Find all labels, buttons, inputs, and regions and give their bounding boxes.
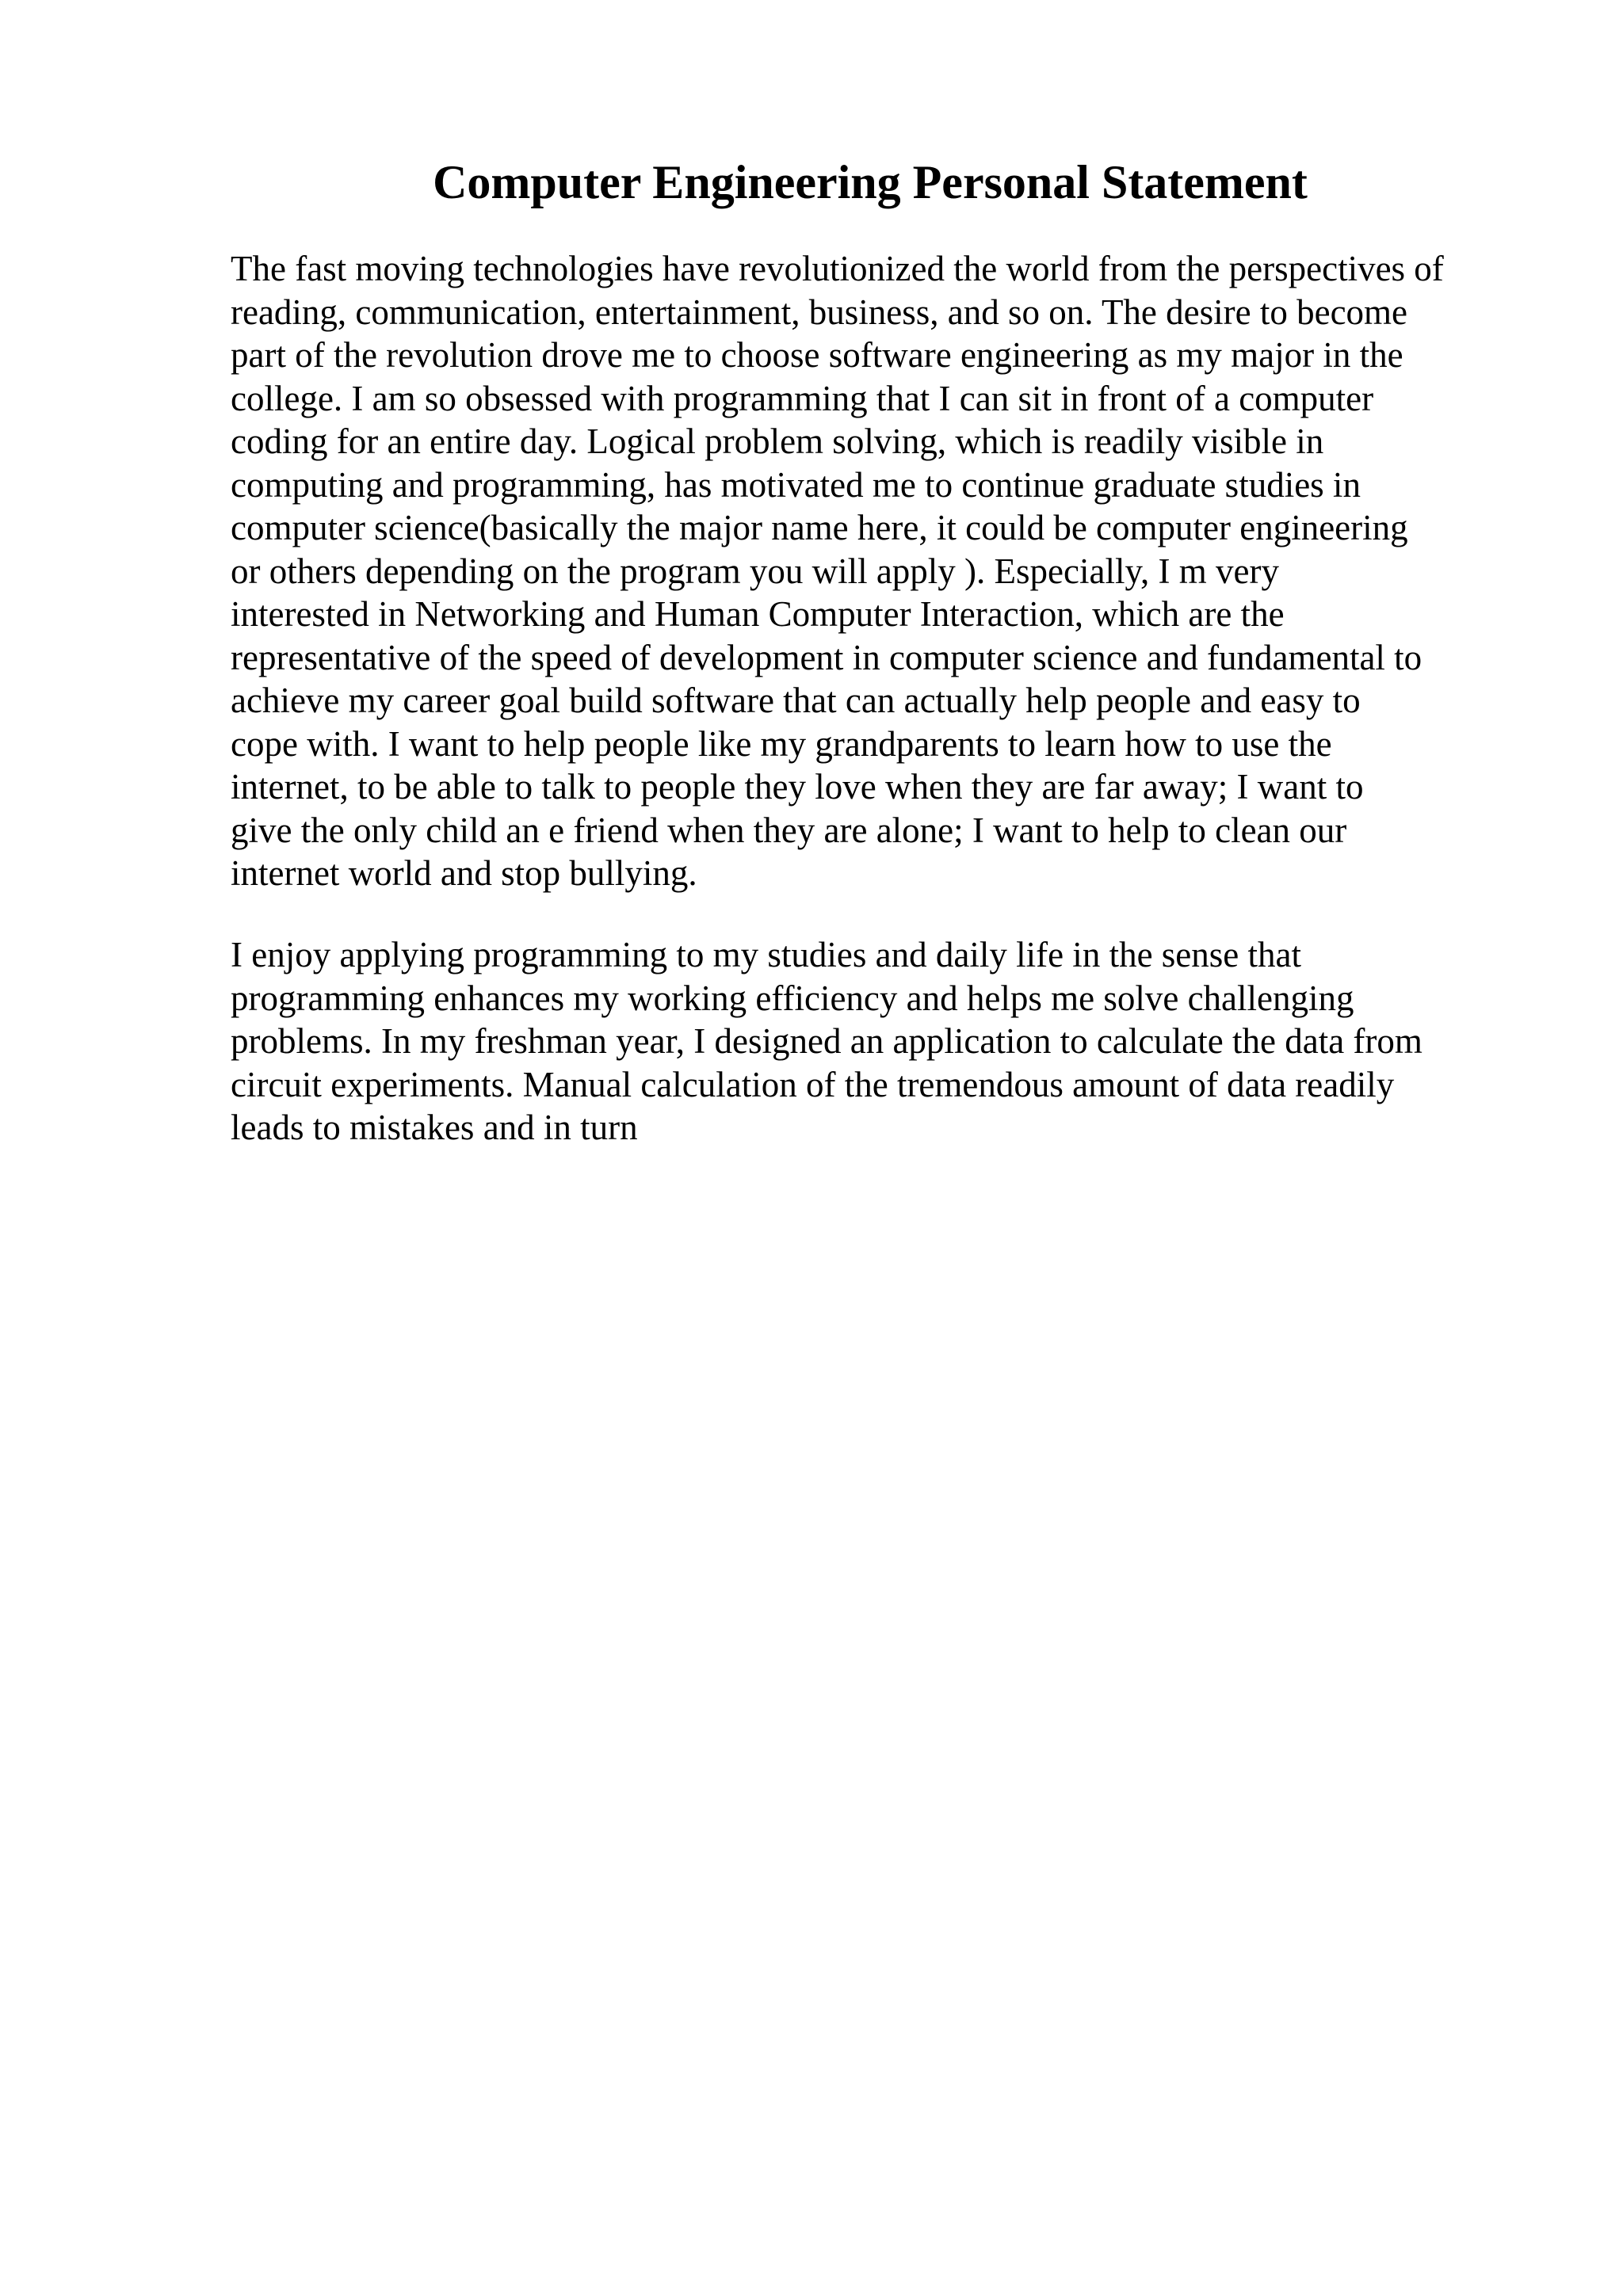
paragraph-line: college. I am so obsessed with programming that I can sit in front of a computer (231, 378, 1374, 418)
paragraph-line: coding for an entire day. Logical problem solving, which is readily visible in (231, 421, 1324, 461)
document-title: Computer Engineering Personal Statement (433, 156, 1308, 208)
paragraph-line: I enjoy applying programming to my studies and daily life in the sense that (231, 935, 1301, 974)
paragraph-line: give the only child an e friend when they are alone; I want to help to clean our (231, 810, 1347, 850)
paragraph-1 (231, 247, 1514, 895)
paragraph-line: achieve my career goal build software that can actually help people and easy to (231, 681, 1361, 720)
paragraph-line: reading, communication, entertainment, business, and so on. The desire to become (231, 292, 1408, 332)
paragraph-line: problems. In my freshman year, I designed an application to calculate the data from (231, 1021, 1423, 1061)
paragraph-line: internet, to be able to talk to people they love when they are far away; I want to (231, 767, 1364, 807)
paragraph-2 (231, 933, 1514, 1150)
paragraph-line: part of the revolution drove me to choose software engineering as my major in the (231, 335, 1403, 375)
paragraph-line: The fast moving technologies have revolutionized the world from the perspectives of (231, 249, 1444, 288)
paragraph-line: interested in Networking and Human Computer Interaction, which are the (231, 594, 1285, 634)
paragraph-line: cope with. I want to help people like my grandparents to learn how to use the (231, 723, 1332, 764)
paragraph-line: representative of the speed of development in computer science and fundamental to (231, 637, 1423, 677)
paragraph-line: leads to mistakes and in turn (231, 1108, 638, 1147)
paragraph-line: internet world and stop bullying. (231, 853, 697, 893)
paragraph-line: computer science(basically the major name here, it could be computer engineering (231, 508, 1408, 547)
paragraph-line: computing and programming, has motivated me to continue graduate studies in (231, 464, 1361, 505)
paragraph-line: or others depending on the program you will apply ). Especially, I m very (231, 551, 1279, 591)
paragraph-line: programming enhances my working efficiency and helps me solve challenging (231, 978, 1354, 1018)
paragraph-line: circuit experiments. Manual calculation of the tremendous amount of data readily (231, 1064, 1395, 1104)
